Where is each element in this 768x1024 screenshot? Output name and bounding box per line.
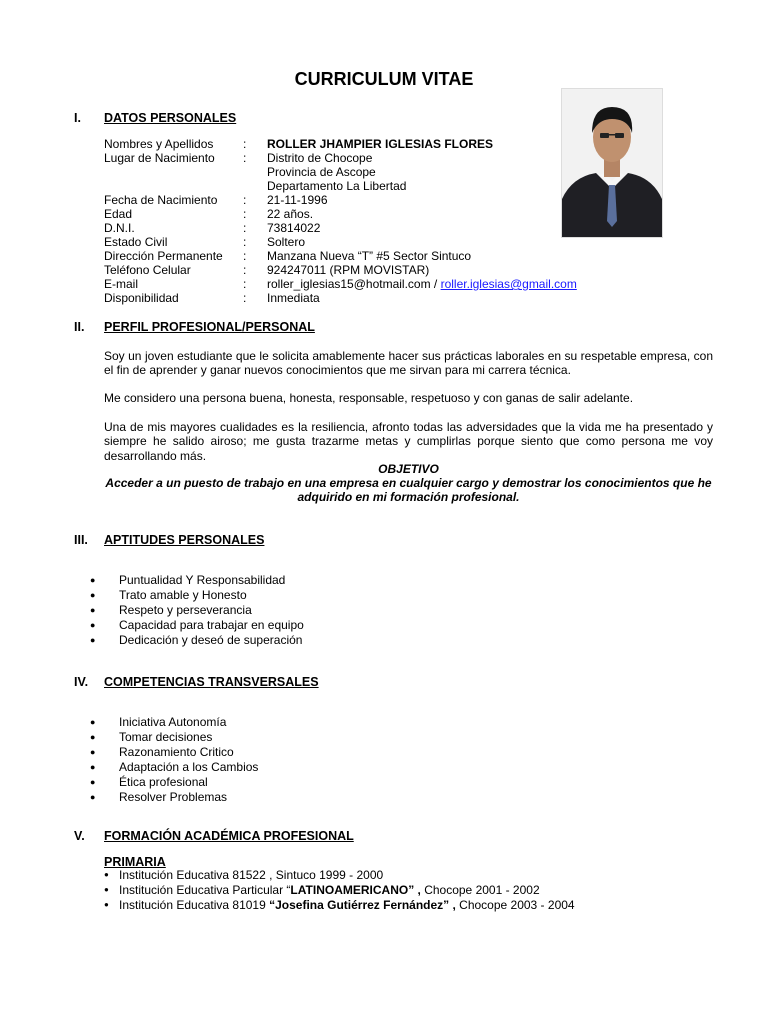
- personal-label: Dirección Permanente: [104, 249, 223, 263]
- section-title-aptitudes: APTITUDES PERSONALES: [104, 533, 265, 547]
- education-text: Institución Educativa 81019: [119, 898, 270, 912]
- personal-value: Departamento La Libertad: [267, 179, 407, 193]
- list-item: Resolver Problemas: [119, 790, 228, 804]
- section-number: V.: [74, 829, 85, 843]
- colon: :: [243, 291, 247, 305]
- profile-paragraph: Me considero una persona buena, honesta, responsable, respetuoso y con ganas de salir adelante.: [104, 391, 634, 405]
- personal-value-email: [267, 277, 577, 291]
- education-item: [119, 898, 575, 912]
- personal-label: Nombres y Apellidos: [104, 137, 214, 151]
- personal-label: Teléfono Celular: [104, 263, 191, 277]
- personal-value: 73814022: [267, 221, 321, 235]
- section-number: I.: [74, 111, 81, 125]
- objective-text: Acceder a un puesto de trabajo en una empresa en cualquier cargo y demostrar los conocimientos que he adquirido en mi formación profesional.: [105, 476, 712, 504]
- list-item: Respeto y perseverancia: [119, 603, 252, 617]
- personal-value-name: ROLLER JHAMPIER IGLESIAS FLORES: [267, 137, 494, 151]
- email-gmail-link[interactable]: roller.iglesias@gmail.com: [440, 277, 577, 291]
- bullet-icon: ●: [90, 747, 96, 757]
- personal-label: Lugar de Nacimiento: [104, 151, 215, 165]
- bullet-icon: ●: [90, 777, 96, 787]
- education-school-name: LATINOAMERICANO” ,: [290, 883, 421, 897]
- profile-paragraph: Soy un joven estudiante que le solicita amablemente hacer sus prácticas laborales en su respetable empresa, con el fin de aprender y ganar nuevos conocimientos que me sirvan para mi carrera técnica.: [104, 349, 713, 378]
- education-text: Institución Educativa 81522 , Sintuco 1999 - 2000: [119, 868, 384, 882]
- education-text: Chocope 2001 - 2002: [420, 883, 540, 897]
- list-item: Ética profesional: [119, 775, 208, 789]
- colon: :: [243, 151, 247, 165]
- list-item: Capacidad para trabajar en equipo: [119, 618, 304, 632]
- personal-value: Manzana Nueva “T” #5 Sector Sintuco: [267, 249, 472, 263]
- bullet-icon: ●: [104, 885, 109, 894]
- personal-label: Estado Civil: [104, 235, 168, 249]
- bullet-icon: ●: [90, 635, 96, 645]
- bullet-icon: ●: [90, 590, 96, 600]
- objective-title: OBJETIVO: [378, 462, 439, 476]
- section-number: II.: [74, 320, 85, 334]
- list-item: Iniciativa Autonomía: [119, 715, 227, 729]
- bullet-icon: ●: [90, 792, 96, 802]
- bullet-icon: ●: [90, 732, 96, 742]
- colon: :: [243, 193, 247, 207]
- colon: :: [243, 263, 247, 277]
- personal-label: D.N.I.: [104, 221, 135, 235]
- bullet-icon: ●: [90, 620, 96, 630]
- section-title-competencias: COMPETENCIAS TRANSVERSALES: [104, 675, 319, 689]
- list-item: Razonamiento Critico: [119, 745, 234, 759]
- bullet-icon: ●: [90, 717, 96, 727]
- personal-value: Inmediata: [267, 291, 320, 305]
- colon: :: [243, 235, 247, 249]
- bullet-icon: ●: [104, 870, 109, 879]
- personal-value: Soltero: [267, 235, 306, 249]
- personal-value: Distrito de Chocope: [267, 151, 373, 165]
- section-title-perfil: PERFIL PROFESIONAL/PERSONAL: [104, 320, 315, 334]
- education-item: [119, 883, 540, 897]
- section-title-formacion: FORMACIÓN ACADÉMICA PROFESIONAL: [104, 829, 354, 843]
- profile-paragraph: Una de mis mayores cualidades es la resiliencia, afronto todas las adversidades que la vida me ha presentado y siempre he salido airoso; me gusta trazarme metas y cumplirlas porque siento que como persona me voy desarrollando más.: [104, 420, 713, 463]
- bullet-icon: ●: [90, 762, 96, 772]
- education-text: Institución Educativa Particular “: [119, 883, 291, 897]
- list-item: Puntualidad Y Responsabilidad: [119, 573, 286, 587]
- education-school-name: “Josefina Gutiérrez Fernández” ,: [269, 898, 456, 912]
- person-photo-icon: [562, 89, 662, 237]
- section-number: III.: [74, 533, 88, 547]
- personal-value: 21-11-1996: [267, 193, 328, 207]
- personal-label: E-mail: [104, 277, 139, 291]
- list-item: Tomar decisiones: [119, 730, 213, 744]
- education-text: Chocope 2003 - 2004: [455, 898, 575, 912]
- education-subtitle: PRIMARIA: [104, 855, 166, 869]
- profile-photo: [561, 88, 663, 238]
- list-item: Dedicación y deseó de superación: [119, 633, 303, 647]
- email-hotmail: roller_iglesias15@hotmail.com /: [267, 277, 441, 291]
- bullet-icon: ●: [104, 900, 109, 909]
- colon: :: [243, 207, 247, 221]
- list-item: Adaptación a los Cambios: [119, 760, 259, 774]
- page-title: CURRICULUM VITAE: [294, 69, 474, 89]
- personal-value: 22 años.: [267, 207, 314, 221]
- colon: :: [243, 277, 247, 291]
- bullet-icon: ●: [90, 575, 96, 585]
- personal-value: Provincia de Ascope: [267, 165, 376, 179]
- personal-label: Fecha de Nacimiento: [104, 193, 218, 207]
- personal-label: Disponibilidad: [104, 291, 179, 305]
- section-title-datos-personales: DATOS PERSONALES: [104, 111, 237, 125]
- colon: :: [243, 137, 247, 151]
- education-item: [119, 868, 383, 882]
- list-item: Trato amable y Honesto: [119, 588, 247, 602]
- colon: :: [243, 249, 247, 263]
- colon: :: [243, 221, 247, 235]
- personal-label: Edad: [104, 207, 133, 221]
- section-number: IV.: [74, 675, 89, 689]
- bullet-icon: ●: [90, 605, 96, 615]
- personal-value: 924247011 (RPM MOVISTAR): [267, 263, 430, 277]
